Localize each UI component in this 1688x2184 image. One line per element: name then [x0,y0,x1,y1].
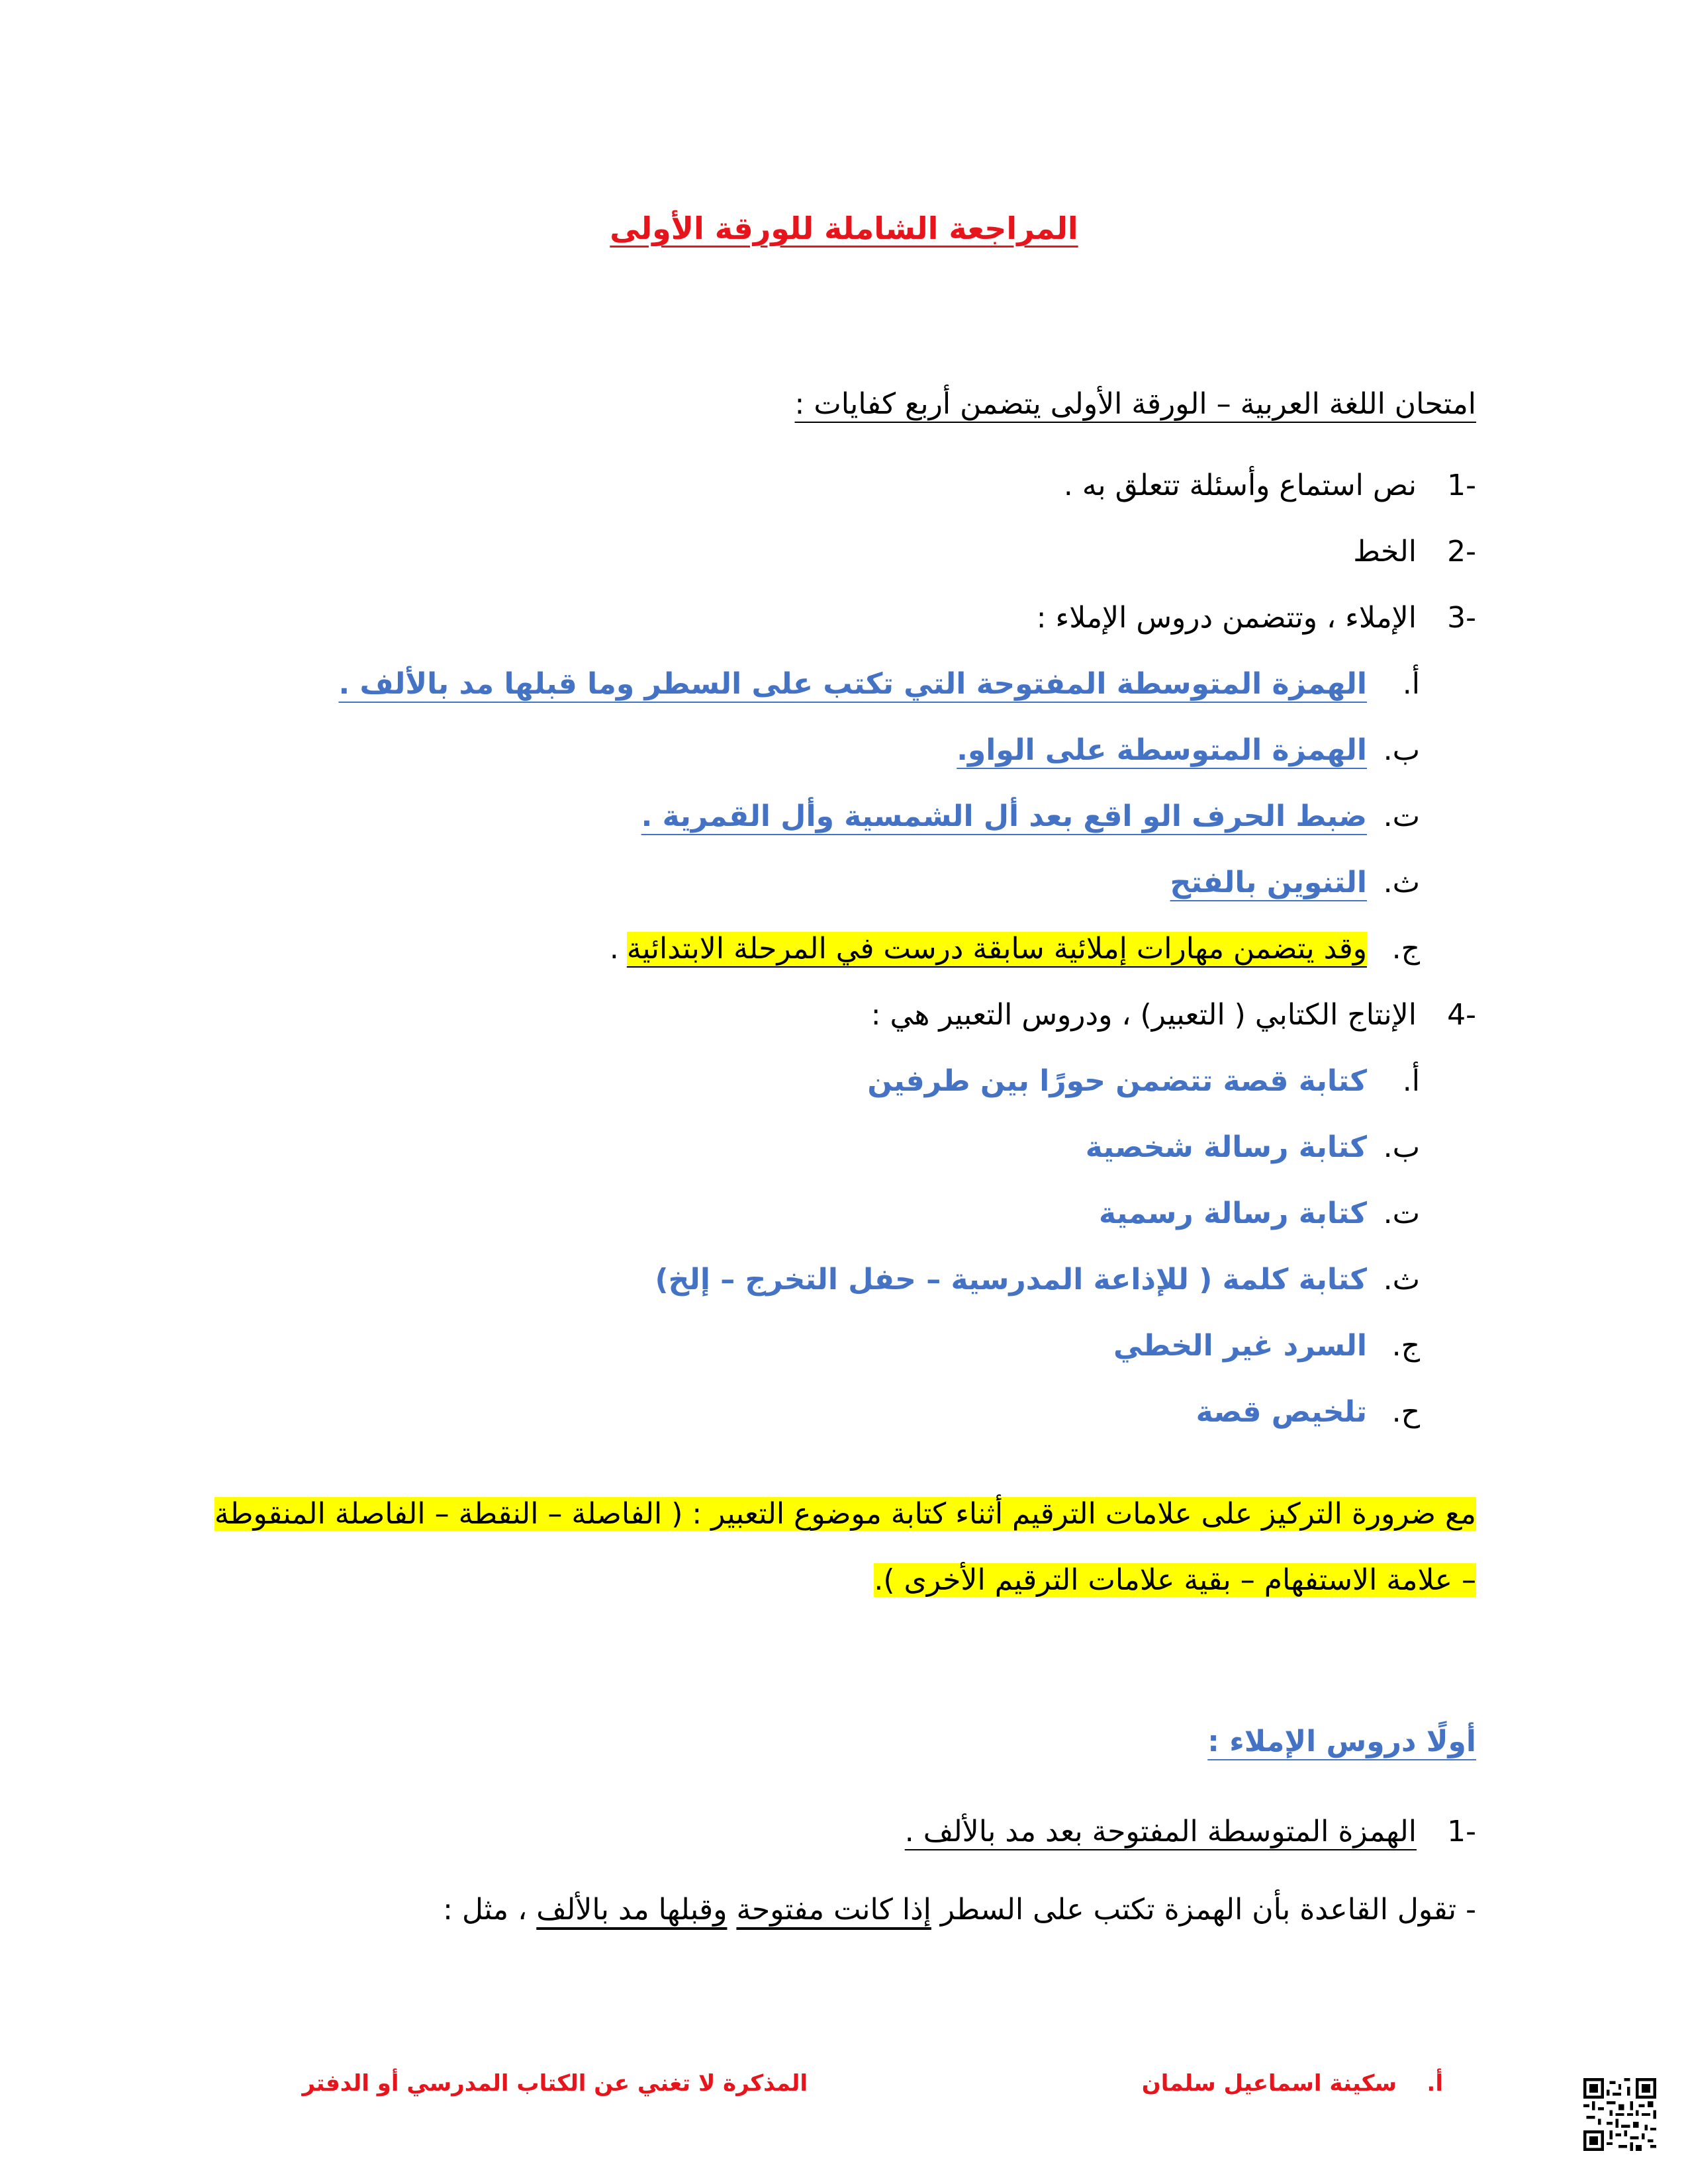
item-text: كتابة قصة تتضمن حورًا بين طرفين [867,1064,1367,1098]
dictation-lesson-item [1170,866,1420,899]
item-number: 1- [1447,469,1476,502]
page-title: المراجعة الشاملة للورقة الأولى [610,210,1078,246]
rule-text [443,1893,1476,1927]
lesson-title [905,1815,1476,1848]
item-number: 1- [1447,1815,1476,1848]
competency-item [1037,601,1476,635]
competency-item [1064,469,1476,502]
item-text: نص استماع وأسئلة تتعلق به . [1063,469,1417,502]
writing-lesson-item [1086,1130,1420,1164]
dictation-note-item [610,932,1420,966]
item-mark: أ. [1402,1064,1420,1098]
rule-prefix: - تقول القاعدة بأن الهمزة تكتب على السطر [931,1893,1476,1927]
punctuation-note [212,1481,1476,1614]
item-mark: ب. [1383,1130,1420,1164]
item-number: 4- [1447,998,1476,1032]
item-text: الهمزة المتوسطة على الواو. [957,733,1367,767]
author-name: سكينة اسماعيل سلمان [1141,2070,1397,2097]
writing-lesson-item [655,1263,1420,1297]
item-text: التنوين بالفتح [1170,866,1367,899]
item-text: كتابة رسالة شخصية [1085,1130,1367,1164]
footer-mark: أ. [1427,2070,1443,2097]
item-text: كتابة كلمة ( للإذاعة المدرسية – حفل التخرج – إلخ) [655,1263,1367,1297]
item-number: 2- [1447,535,1476,569]
qr-code-icon [1583,2078,1656,2151]
rule-suffix: ، مثل : [443,1893,537,1927]
item-mark: أ. [1402,667,1420,701]
item-mark: ت. [1383,1197,1420,1230]
item-text: الخط [1353,535,1417,569]
note-line-2: – علامة الاستفهام – بقية علامات الترقيم الأخرى ). [874,1563,1476,1597]
highlighted-note: وقد يتضمن مهارات إملائية سابقة درست في المرحلة الابتدائية [626,932,1367,966]
item-mark: ث. [1383,866,1420,899]
dictation-lesson-item [641,799,1420,833]
item-mark: ج. [1391,1329,1420,1363]
exam-intro: امتحان اللغة العربية – الورقة الأولى يتضمن أربع كفايات : [794,387,1476,421]
note-end: . [609,932,619,966]
rule-condition-2: وقبلها مد بالألف [536,1893,727,1927]
competency-item [1353,535,1476,569]
section-heading: أولًا دروس الإملاء : [1207,1725,1476,1758]
item-text: الهمزة المتوسطة المفتوحة بعد مد بالألف . [904,1815,1417,1848]
dictation-lesson-item [957,733,1420,767]
competency-item [871,998,1476,1032]
item-text: كتابة رسالة رسمية [1099,1197,1367,1230]
writing-lesson-item [1196,1395,1420,1429]
writing-lesson-item [1099,1197,1420,1230]
item-text: الإملاء ، وتتضمن دروس الإملاء : [1036,601,1417,635]
writing-lesson-item [1113,1329,1420,1363]
item-mark: ث. [1383,1263,1420,1297]
item-mark: ب. [1383,733,1420,767]
item-text: ضبط الحرف الو اقع بعد أل الشمسية وأل القمرية . [641,799,1367,833]
item-mark: ح. [1391,1395,1420,1429]
item-mark: ج. [1391,932,1420,966]
item-text: الإنتاج الكتابي ( التعبير) ، ودروس التعبير هي : [870,998,1417,1032]
item-text: السرد غير الخطي [1113,1329,1367,1363]
rule-condition-1: إذا كانت مفتوحة [736,1893,931,1927]
footer-author [1142,2070,1443,2097]
footer-disclaimer: المذكرة لا تغني عن الكتاب المدرسي أو الدفتر [302,2070,808,2097]
item-number: 3- [1447,601,1476,635]
item-text: الهمزة المتوسطة المفتوحة التي تكتب على السطر وما قبلها مد بالألف . [338,667,1367,701]
note-line-1: مع ضرورة التركيز على علامات الترقيم أثناء كتابة موضوع التعبير : ( الفاصلة – النقطة – الفاصلة المنقوطة [214,1497,1476,1531]
dictation-lesson-item [338,667,1420,701]
item-mark: ت. [1383,799,1420,833]
writing-lesson-item [867,1064,1420,1098]
item-text: تلخيص قصة [1196,1395,1367,1429]
